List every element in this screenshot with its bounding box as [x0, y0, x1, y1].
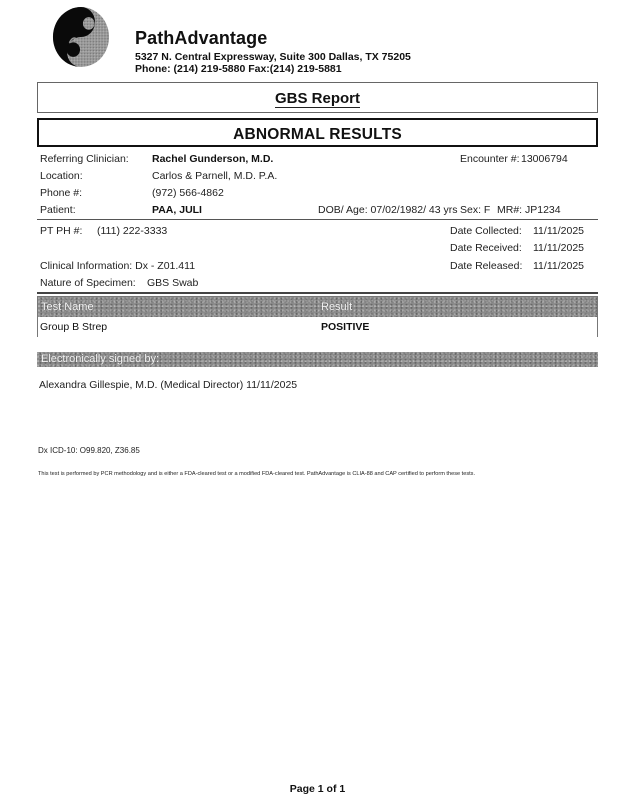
- patient-mr-number: MR#: JP1234: [497, 204, 561, 216]
- divider: [37, 219, 598, 220]
- encounter-label: Encounter #:: [460, 153, 520, 165]
- referring-clinician-label: Referring Clinician:: [40, 153, 129, 165]
- result-cell: POSITIVE: [321, 321, 370, 333]
- dx-icd10-codes: Dx ICD-10: O99.820, Z36.85: [38, 446, 140, 455]
- divider: [37, 292, 598, 294]
- table-row: [38, 317, 597, 337]
- clinical-information: Clinical Information: Dx - Z01.411: [40, 260, 196, 272]
- abnormal-results-text: ABNORMAL RESULTS: [233, 126, 402, 143]
- location-value: Carlos & Parnell, M.D. P.A.: [152, 170, 278, 182]
- patient-label: Patient:: [40, 204, 76, 216]
- patient-name: PAA, JULI: [152, 204, 202, 216]
- signer-name: Alexandra Gillespie, M.D. (Medical Director) 11/11/2025: [39, 379, 298, 391]
- pt-phone-label: PT PH #:: [40, 225, 83, 237]
- company-name: PathAdvantage: [135, 28, 268, 48]
- date-released-label: Date Released:: [450, 260, 523, 272]
- specimen-nature-label: Nature of Specimen:: [40, 277, 136, 289]
- test-name-cell: Group B Strep: [40, 321, 108, 333]
- column-header-result: Result: [321, 301, 353, 313]
- phone-label: Phone #:: [40, 187, 83, 199]
- electronic-signature-label: Electronically signed by:: [41, 353, 160, 365]
- patient-dob-age: DOB/ Age: 07/02/1982/ 43 yrs: [318, 204, 458, 216]
- column-header-test-name: Test Name: [41, 301, 94, 313]
- referring-clinician-value: Rachel Gunderson, M.D.: [152, 153, 274, 165]
- encounter-value: 13006794: [521, 153, 568, 165]
- company-address: 5327 N. Central Expressway, Suite 300 Dallas, TX 75205: [135, 51, 411, 63]
- abnormal-results-banner: [37, 118, 598, 147]
- results-table: [37, 296, 598, 337]
- page-number: Page 1 of 1: [289, 783, 346, 795]
- report-title: GBS Report: [274, 90, 360, 107]
- yin-yang-logo-icon: [52, 6, 110, 68]
- patient-sex: Sex: F: [460, 204, 491, 216]
- date-received-label: Date Received:: [450, 242, 522, 254]
- specimen-nature-value: GBS Swab: [147, 277, 199, 289]
- report-title-box: [37, 82, 598, 113]
- company-phone-fax: Phone: (214) 219-5880 Fax:(214) 219-5881: [135, 63, 342, 75]
- date-released-value: 11/11/2025: [533, 260, 584, 272]
- date-collected-label: Date Collected:: [450, 225, 522, 237]
- location-label: Location:: [40, 170, 83, 182]
- electronic-signature-bar: [37, 352, 598, 367]
- pt-phone-value: (111) 222-3333: [97, 225, 168, 237]
- phone-value: (972) 566-4862: [152, 187, 224, 199]
- results-table-header: [38, 297, 597, 317]
- methodology-disclaimer: This test is performed by PCR methodology and is either a FDA-cleared test or a modified FDA-cleared test. PathAdvantage is CLIA-88 and CAP certified to perform these tests.: [38, 471, 476, 477]
- date-received-value: 11/11/2025: [533, 242, 584, 254]
- date-collected-value: 11/11/2025: [533, 225, 584, 237]
- lab-header: [50, 4, 610, 74]
